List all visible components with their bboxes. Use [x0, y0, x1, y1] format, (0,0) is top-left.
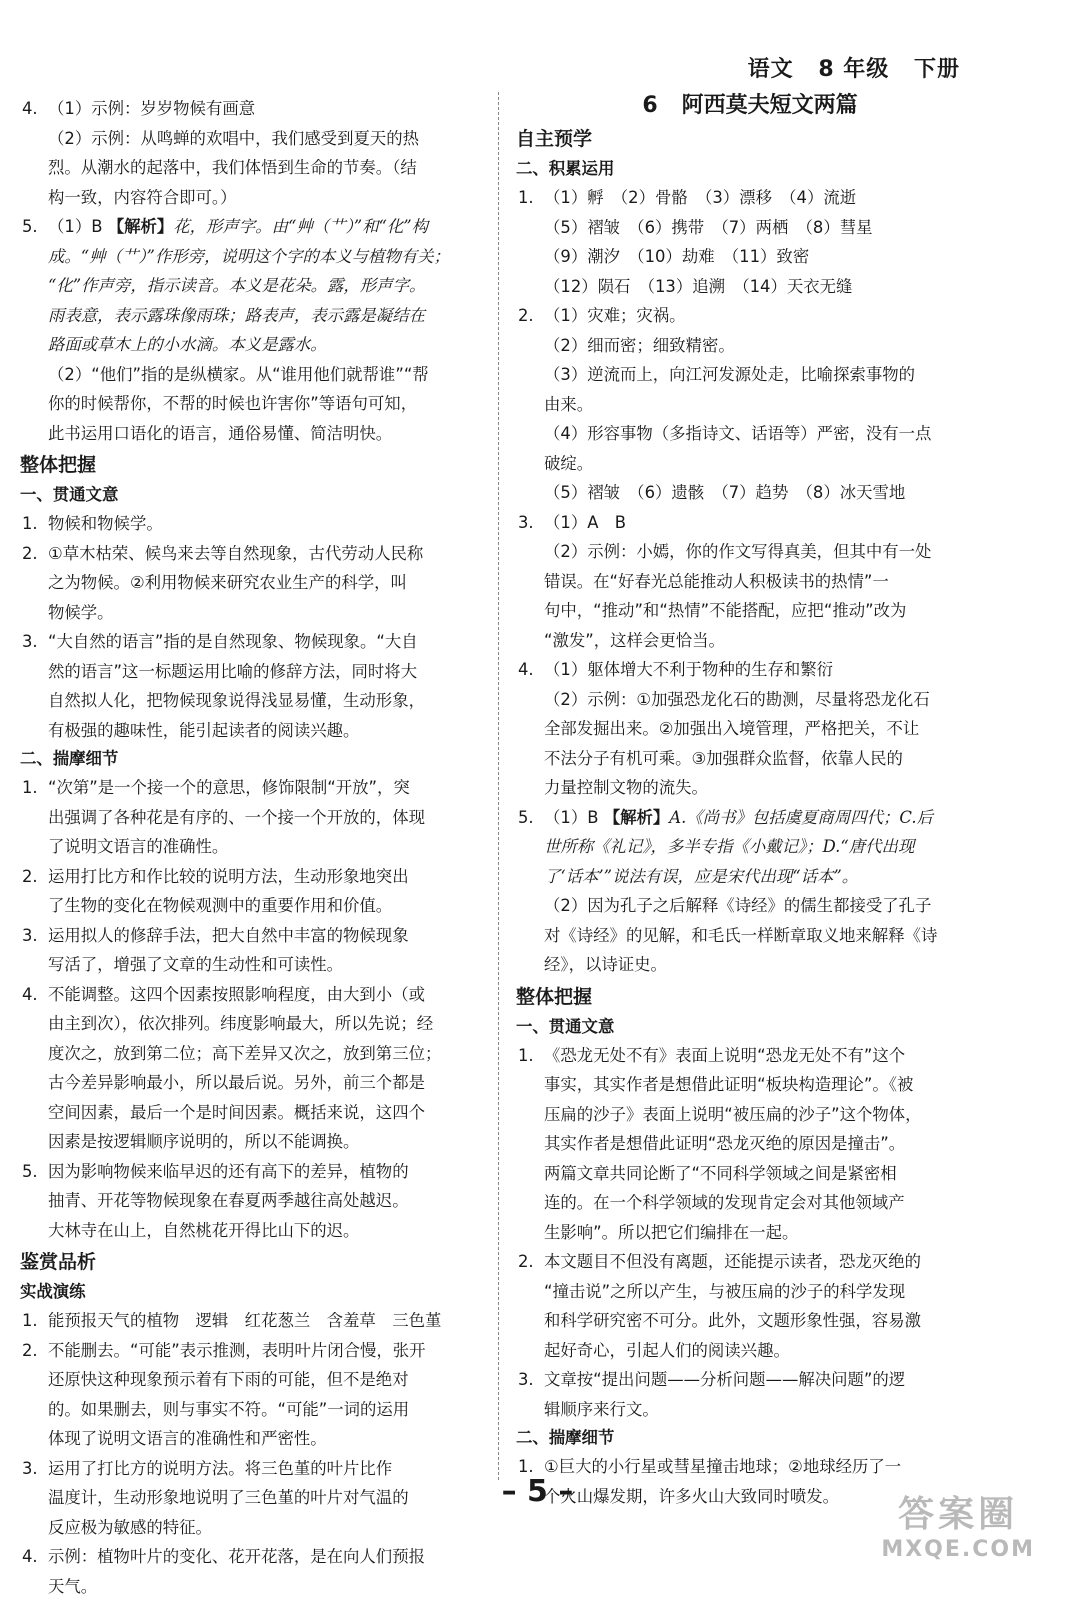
text-line: 运用了打比方的说明方法。将三色堇的叶片比作 — [48, 1454, 488, 1484]
item-number: 1. — [22, 509, 38, 539]
text-line: 错误。在“好春光总能推动人积极读书的热情”一 — [544, 567, 984, 597]
answer-item — [20, 980, 488, 1157]
answer-item — [516, 1247, 984, 1365]
text-line: 大林寺在山上，自然桃花开得比山下的迟。 — [48, 1216, 488, 1246]
text-line: “激发”，这样会更恰当。 — [544, 626, 984, 656]
answer-item — [20, 94, 488, 212]
item-number: 1. — [518, 183, 534, 213]
item-number: 5. — [22, 212, 38, 242]
answer-item — [516, 1041, 984, 1248]
text-line: 压扁的沙子》表面上说明“被压扁的沙子”这个物体， — [544, 1100, 984, 1130]
analysis-text: 花，形声字。由“艸（艹）”和“化”构 — [173, 217, 428, 236]
left-column — [20, 94, 488, 1601]
text-line: （2）示例：①加强恐龙化石的勘测，尽量将恐龙化石 — [544, 685, 984, 715]
text-line: 反应极为敏感的特征。 — [48, 1513, 488, 1543]
text-line: 物候和物候学。 — [48, 509, 488, 539]
column-divider — [498, 92, 499, 1480]
text-line: （2）示例：小嫣，你的作文写得真美，但其中有一处 — [544, 537, 984, 567]
text-line: （3）逆流而上，向江河发源处走，比喻探索事物的 — [544, 360, 984, 390]
header-volume: 下册 — [914, 57, 960, 82]
text-line: （4）形容事物（多指诗文、话语等）严密，没有一点 — [544, 419, 984, 449]
section-heading: 自主预学 — [516, 124, 984, 155]
analysis-tag: 【解析】 — [108, 217, 174, 236]
text-line: 破绽。 — [544, 449, 984, 479]
header-subject: 语文 — [748, 57, 794, 82]
text-line: （2）示例：从鸣蝉的欢唱中，我们感受到夏天的热 — [48, 124, 488, 154]
text-line: （1）灾难；灾祸。 — [544, 301, 984, 331]
subsection-heading: 一、贯通文意 — [516, 1013, 984, 1041]
answer-item — [516, 508, 984, 656]
text-line — [48, 212, 488, 242]
text-line: 力量控制文物的流失。 — [544, 773, 984, 803]
text-line: 生影响”。所以把它们编排在一起。 — [544, 1218, 984, 1248]
text-line: 之为物候。②利用物候来研究农业生产的科学，叫 — [48, 568, 488, 598]
text-line: 全部发掘出来。②加强出入境管理，严格把关，不让 — [544, 714, 984, 744]
text-line: 不能删去。“可能”表示推测，表明叶片闭合慢，张开 — [48, 1336, 488, 1366]
text-line: 不法分子有机可乘。③加强群众监督，依靠人民的 — [544, 744, 984, 774]
answer-item — [20, 921, 488, 980]
text-line: 事实，其实作者是想借此证明“板块构造理论”。《被 — [544, 1070, 984, 1100]
answer-item — [20, 1336, 488, 1454]
text-line: 辑顺序来行文。 — [544, 1395, 984, 1425]
lesson-number: 6 — [642, 93, 657, 118]
text-line: “撞击说”之所以产生，与被压扁的沙子的科学发现 — [544, 1277, 984, 1307]
text-line: 由主到次），依次排列。纬度影响最大，所以先说；经 — [48, 1009, 488, 1039]
text-line: （1）示例：岁岁物候有画意 — [48, 94, 488, 124]
page-header — [732, 52, 960, 83]
text-line: 自然拟人化，把物候现象说得浅显易懂，生动形象， — [48, 686, 488, 716]
text-line: 个火山爆发期，许多火山大致同时喷发。 — [544, 1482, 984, 1512]
text-line: 了‘话本’”说法有误，应是宋代出现“话本”。 — [544, 862, 984, 892]
text-line: 经》，以诗证史。 — [544, 950, 984, 980]
text-line: 不能调整。这四个因素按照影响程度，由大到小（或 — [48, 980, 488, 1010]
answer-item — [20, 1306, 488, 1336]
text-line: 体现了说明文语言的准确性和严密性。 — [48, 1424, 488, 1454]
item-number: 4. — [22, 1542, 38, 1572]
item-number: 1. — [518, 1452, 534, 1482]
answer-item — [516, 183, 984, 301]
subsection-heading: 实战演练 — [20, 1278, 488, 1306]
answer-item — [20, 539, 488, 628]
text-line: ①巨大的小行星或彗星撞击地球；②地球经历了一 — [544, 1452, 984, 1482]
watermark-logo — [881, 1486, 1035, 1562]
text-line: 由来。 — [544, 390, 984, 420]
subsection-heading: 一、贯通文意 — [20, 481, 488, 509]
text-line: 能预报天气的植物 逻辑 红花葱兰 含羞草 三色堇 — [48, 1306, 488, 1336]
answer-item — [20, 773, 488, 862]
text-line: 的。如果删去，则与事实不符。“可能”一词的运用 — [48, 1395, 488, 1425]
text-line: 度次之，放到第二位；高下差异又次之，放到第三位； — [48, 1039, 488, 1069]
text-line: 还原快这种现象预示着有下雨的可能，但不是绝对 — [48, 1365, 488, 1395]
text-line: 两篇文章共同论断了“不同科学领域之间是紧密相 — [544, 1159, 984, 1189]
text-line: 成。“艸（艹）”作形旁，说明这个字的本义与植物有关； — [48, 242, 488, 272]
item-number: 1. — [518, 1041, 534, 1071]
text-line: ①草木枯荣、候鸟来去等自然现象，古代劳动人民称 — [48, 539, 488, 569]
section-heading: 鉴赏品析 — [20, 1247, 488, 1278]
text-line: 起好奇心，引起人们的阅读兴趣。 — [544, 1336, 984, 1366]
text-line: 和科学研究密不可分。此外，文题形象性强，容易激 — [544, 1306, 984, 1336]
text-line: （2）细而密；细致精密。 — [544, 331, 984, 361]
answer-choice: （1）B — [544, 808, 598, 827]
item-number: 4. — [518, 655, 534, 685]
text-line: 因为影响物候来临早迟的还有高下的差异，植物的 — [48, 1157, 488, 1187]
text-line: 世所称《礼记》，多半专指《小戴记》；D.“唐代出现 — [544, 832, 984, 862]
text-line: 雨表意，表示露珠像雨珠；路表声，表示露是凝结在 — [48, 301, 488, 331]
text-line: （5）褶皱 （6）携带 （7）两栖 （8）彗星 — [544, 213, 984, 243]
text-line: 构一致，内容符合即可。） — [48, 183, 488, 213]
item-number: 4. — [22, 980, 38, 1010]
text-line: “次第”是一个接一个的意思，修饰限制“开放”，突 — [48, 773, 488, 803]
text-line: 其实作者是想借此证明“恐龙灭绝的原因是撞击”。 — [544, 1129, 984, 1159]
answer-item — [516, 301, 984, 508]
right-column — [516, 90, 984, 1511]
subsection-heading: 二、积累运用 — [516, 155, 984, 183]
text-line: 《恐龙无处不有》表面上说明“恐龙无处不有”这个 — [544, 1041, 984, 1071]
text-line: （2）“他们”指的是纵横家。从“谁用他们就帮谁”“帮 — [48, 360, 488, 390]
text-line: （9）潮汐 （10）劫难 （11）致密 — [544, 242, 984, 272]
analysis-tag: 【解析】 — [604, 808, 670, 827]
answer-item — [20, 862, 488, 921]
answer-item — [20, 509, 488, 539]
text-line: 了生物的变化在物候观测中的重要作用和价值。 — [48, 891, 488, 921]
text-line: “大自然的语言”指的是自然现象、物候现象。“大自 — [48, 627, 488, 657]
item-number: 2. — [22, 539, 38, 569]
text-line: 文章按“提出问题——分析问题——解决问题”的逻 — [544, 1365, 984, 1395]
item-number: 4. — [22, 94, 38, 124]
text-line: 烈。从潮水的起落中，我们体悟到生命的节奏。（结 — [48, 153, 488, 183]
text-line: 运用打比方和作比较的说明方法，生动形象地突出 — [48, 862, 488, 892]
text-line: 此书运用口语化的语言，通俗易懂、简洁明快。 — [48, 419, 488, 449]
item-number: 5. — [518, 803, 534, 833]
text-line: （2）因为孔子之后解释《诗经》的儒生都接受了孔子 — [544, 891, 984, 921]
answer-item — [516, 803, 984, 980]
text-line: “化”作声旁，指示读音。本义是花朵。露，形声字。 — [48, 271, 488, 301]
text-line: 然的语言”这一标题运用比喻的修辞方法，同时将大 — [48, 657, 488, 687]
item-number: 5. — [22, 1157, 38, 1187]
item-number: 3. — [518, 1365, 534, 1395]
text-line: 物候学。 — [48, 598, 488, 628]
header-grade: 8 年级 — [818, 57, 889, 82]
text-line: 句中，“推动”和“热情”不能搭配，应把“推动”改为 — [544, 596, 984, 626]
text-line: 有极强的趣味性，能引起读者的阅读兴趣。 — [48, 716, 488, 746]
text-line: （1）A B — [544, 508, 984, 538]
item-number: 2. — [22, 862, 38, 892]
text-line: （1）孵 （2）骨骼 （3）漂移 （4）流逝 — [544, 183, 984, 213]
item-number: 3. — [22, 627, 38, 657]
subsection-heading: 二、揣摩细节 — [20, 745, 488, 773]
item-number: 1. — [22, 773, 38, 803]
answer-choice: （1）B — [48, 217, 102, 236]
text-line: 对《诗经》的见解，和毛氏一样断章取义地来解释《诗 — [544, 921, 984, 951]
text-line: 连的。在一个科学领域的发现肯定会对其他领域产 — [544, 1188, 984, 1218]
text-line: 出强调了各种花是有序的、一个接一个开放的，体现 — [48, 803, 488, 833]
text-line: （12）陨石 （13）追溯 （14）天衣无缝 — [544, 272, 984, 302]
item-number: 3. — [22, 1454, 38, 1484]
watermark-text: 答案圈 — [881, 1486, 1035, 1537]
lesson-title — [516, 90, 984, 122]
lesson-name: 阿西莫夫短文两篇 — [682, 93, 858, 118]
text-line: 路面或草木上的小水滴。本义是露水。 — [48, 330, 488, 360]
section-heading: 整体把握 — [20, 450, 488, 481]
watermark-url: MXQE.COM — [881, 1537, 1035, 1562]
text-line — [544, 803, 984, 833]
text-line: 古今差异影响最小，所以最后说。另外，前三个都是 — [48, 1068, 488, 1098]
text-line: 了说明文语言的准确性。 — [48, 832, 488, 862]
item-number: 2. — [518, 301, 534, 331]
text-line: 空间因素，最后一个是时间因素。概括来说，这四个 — [48, 1098, 488, 1128]
text-line: 因素是按逻辑顺序说明的，所以不能调换。 — [48, 1127, 488, 1157]
item-number: 1. — [22, 1306, 38, 1336]
answer-item — [516, 655, 984, 803]
text-line: 运用拟人的修辞手法，把大自然中丰富的物候现象 — [48, 921, 488, 951]
subsection-heading: 二、揣摩细节 — [516, 1424, 984, 1452]
text-line: 示例：植物叶片的变化、花开花落，是在向人们预报 — [48, 1542, 488, 1572]
text-line: 天气。 — [48, 1572, 488, 1601]
text-line: 抽青、开花等物候现象在春夏两季越往高处越迟。 — [48, 1186, 488, 1216]
section-heading: 整体把握 — [516, 982, 984, 1013]
answer-item — [516, 1365, 984, 1424]
answer-item — [20, 1157, 488, 1246]
text-line: 本文题目不但没有离题，还能提示读者，恐龙灭绝的 — [544, 1247, 984, 1277]
item-number: 2. — [518, 1247, 534, 1277]
answer-item — [20, 212, 488, 448]
item-number: 2. — [22, 1336, 38, 1366]
text-line: 写活了，增强了文章的生动性和可读性。 — [48, 950, 488, 980]
item-number: 3. — [518, 508, 534, 538]
answer-item — [20, 627, 488, 745]
page-number: – 5 – — [0, 1474, 1075, 1509]
analysis-text: A.《尚书》包括虞夏商周四代；C.后 — [669, 808, 933, 827]
item-number: 3. — [22, 921, 38, 951]
text-line: （5）褶皱 （6）遗骸 （7）趋势 （8）冰天雪地 — [544, 478, 984, 508]
answer-item — [20, 1542, 488, 1601]
text-line: （1）躯体增大不利于物种的生存和繁衍 — [544, 655, 984, 685]
text-line: 温度计，生动形象地说明了三色堇的叶片对气温的 — [48, 1483, 488, 1513]
text-line: 你的时候帮你，不帮的时候也许害你”等语句可知， — [48, 389, 488, 419]
